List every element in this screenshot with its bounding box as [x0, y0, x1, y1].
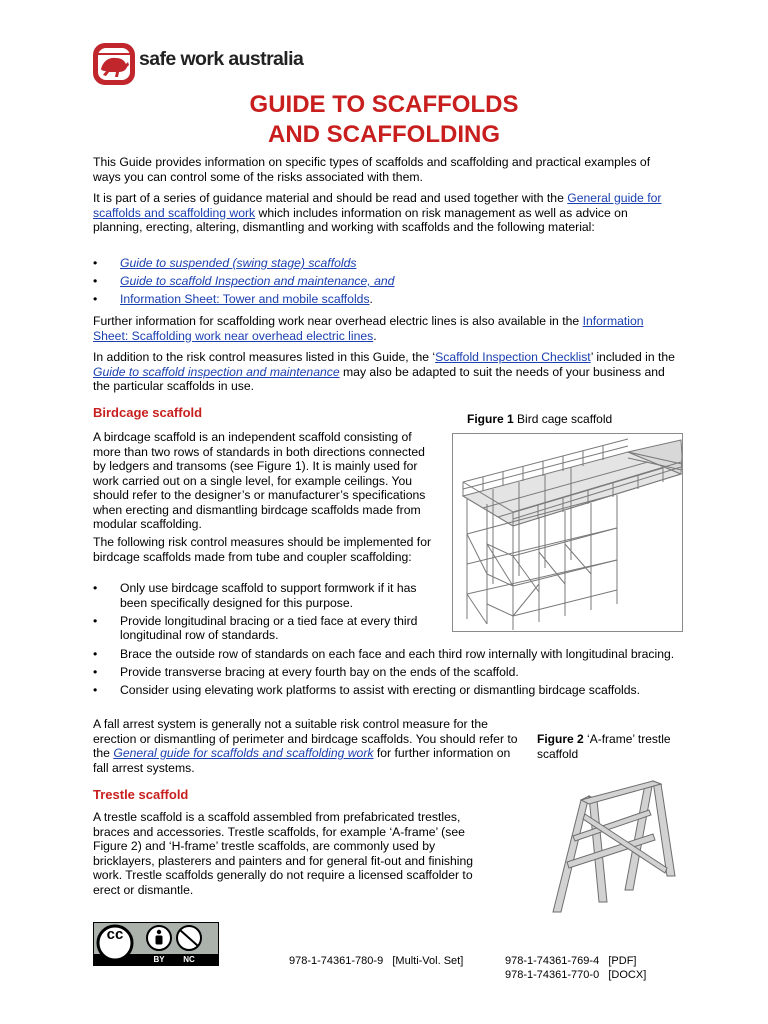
- page-title: [0, 90, 768, 150]
- tower-mobile-scaffolds-link[interactable]: Information Sheet: Tower and mobile scaffolds: [120, 292, 370, 306]
- isbn-docx: 978-1-74361-770-0 [DOCX]: [505, 969, 647, 981]
- inspection-maintenance-guide-link[interactable]: Guide to scaffold inspection and maintenance: [93, 364, 340, 379]
- inspection-maintenance-link[interactable]: Guide to scaffold Inspection and maintenance, and: [120, 274, 395, 288]
- list-item: [93, 274, 678, 289]
- scaffold-inspection-checklist-link[interactable]: Scaffold Inspection Checklist: [435, 350, 591, 364]
- trestle-heading: Trestle scaffold: [93, 787, 189, 802]
- birdcage-paragraph-3: A fall arrest system is generally not a suitable risk control measure for the erection or dismantling of perimeter and birdcage scaffolds. You should refer to the General guide for scaffolds and scaffolding work for further information on fall arrest systems.: [93, 717, 518, 775]
- figure-1-caption: Figure 1 Bird cage scaffold: [467, 412, 613, 426]
- cc-nc-label: NC: [183, 955, 195, 964]
- intro-paragraph-4: In addition to the risk control measures listed in this Guide, the ‘Scaffold Inspection Checklist’ included in the Guide to scaffold inspection and maintenance may also be adapted to suit the needs of your business and the particular scaffolds in use.: [93, 350, 675, 393]
- general-guide-link-2[interactable]: General guide for scaffolds and scaffolding work: [113, 746, 374, 760]
- birdcage-measures-list-narrow: [93, 581, 438, 646]
- list-item: [93, 256, 678, 271]
- a-frame-trestle-drawing: [537, 778, 699, 920]
- birdcage-paragraph-1: A birdcage scaffold is an independent scaffold consisting of more than two rows of standards in both directions connected by ledgers and transoms (see Figure 1). It is mainly used for work carried out on a single level, for example ceilings. You should refer to the designer’s or manufacturer’s specifications when erecting and dismantling birdcage scaffolds made from modular scaffolding.: [93, 430, 426, 531]
- list-item: • Information Sheet: Tower and mobile scaffolds.: [93, 292, 678, 307]
- cc-by-label: BY: [153, 955, 165, 964]
- birdcage-heading: Birdcage scaffold: [93, 405, 203, 420]
- suspended-scaffolds-link[interactable]: Guide to suspended (swing stage) scaffolds: [120, 256, 357, 270]
- creative-commons-badge: [93, 922, 219, 966]
- figure-1-birdcage-illustration: [452, 433, 683, 632]
- safe-work-australia-logo: [92, 40, 314, 88]
- intro-p2-text-after: which includes information on risk management as well as advice on planning, erecting, altering, dismantling and working with scaffolds and the following material:: [93, 205, 628, 234]
- list-item: • Provide transverse bracing at every fourth bay on the ends of the scaffold.: [93, 665, 678, 680]
- isbn-pdf: 978-1-74361-769-4 [PDF]: [505, 955, 637, 967]
- related-guides-list: [93, 256, 678, 310]
- birdcage-scaffold-drawing: [453, 434, 682, 631]
- list-item: • Provide longitudinal bracing or a tied face at every third longitudinal row of standards.: [93, 614, 438, 643]
- birdcage-measures-list-wide: [93, 647, 678, 701]
- logo-text: safe work australia: [139, 48, 304, 70]
- list-item: • Consider using elevating work platforms to assist with erecting or dismantling birdcage scaffolds.: [93, 683, 678, 698]
- trestle-paragraph-1: A trestle scaffold is a scaffold assembled from prefabricated trestles, braces and accessories. Trestle scaffolds, for example ‘A-frame’ (see Figure 2) and ‘H-frame’ trestle scaffolds, are commonly used by bricklayers, plasterers and painters and for general fit-out and finishing work. Trestle scaffolds generally do not require a licensed scaffolder to erect or dismantle.: [93, 810, 474, 897]
- figure-2-caption: Figure 2 ‘A-frame’ trestle scaffold: [537, 732, 671, 761]
- intro-p2-text: It is part of a series of guidance material and should be read and used together with the: [93, 191, 568, 205]
- intro-paragraph-3: Further information for scaffolding work near overhead electric lines is also available in the Information Sheet: Scaffolding work near overhead electric lines.: [93, 314, 644, 343]
- list-item: • Brace the outside row of standards on each face and each third row internally with longitudinal bracing.: [93, 647, 678, 662]
- overhead-electric-lines-link[interactable]: Information Sheet: Scaffolding work near overhead electric lines: [93, 314, 644, 343]
- intro-paragraph-1: This Guide provides information on specific types of scaffolds and scaffolding and practical examples of ways you can control some of the risks associated with them.: [93, 155, 651, 184]
- title-line-1: GUIDE TO SCAFFOLDS: [249, 91, 519, 118]
- cc-glyph: cc: [106, 926, 124, 943]
- intro-paragraph-2: [93, 191, 678, 235]
- list-item: • Only use birdcage scaffold to support formwork if it has been specifically designed for this purpose.: [93, 581, 438, 610]
- figure-2-trestle-illustration: [537, 778, 699, 920]
- birdcage-paragraph-2: The following risk control measures should be implemented for birdcage scaffolds made from tube and coupler scaffolding:: [93, 535, 432, 564]
- isbn-multi-vol: 978-1-74361-780-9 [Multi-Vol. Set]: [289, 955, 464, 967]
- kangaroo-emblem-icon: [92, 42, 136, 86]
- title-line-2: AND SCAFFOLDING: [268, 121, 500, 148]
- general-guide-link[interactable]: General guide for scaffolds and scaffolding work: [93, 191, 662, 220]
